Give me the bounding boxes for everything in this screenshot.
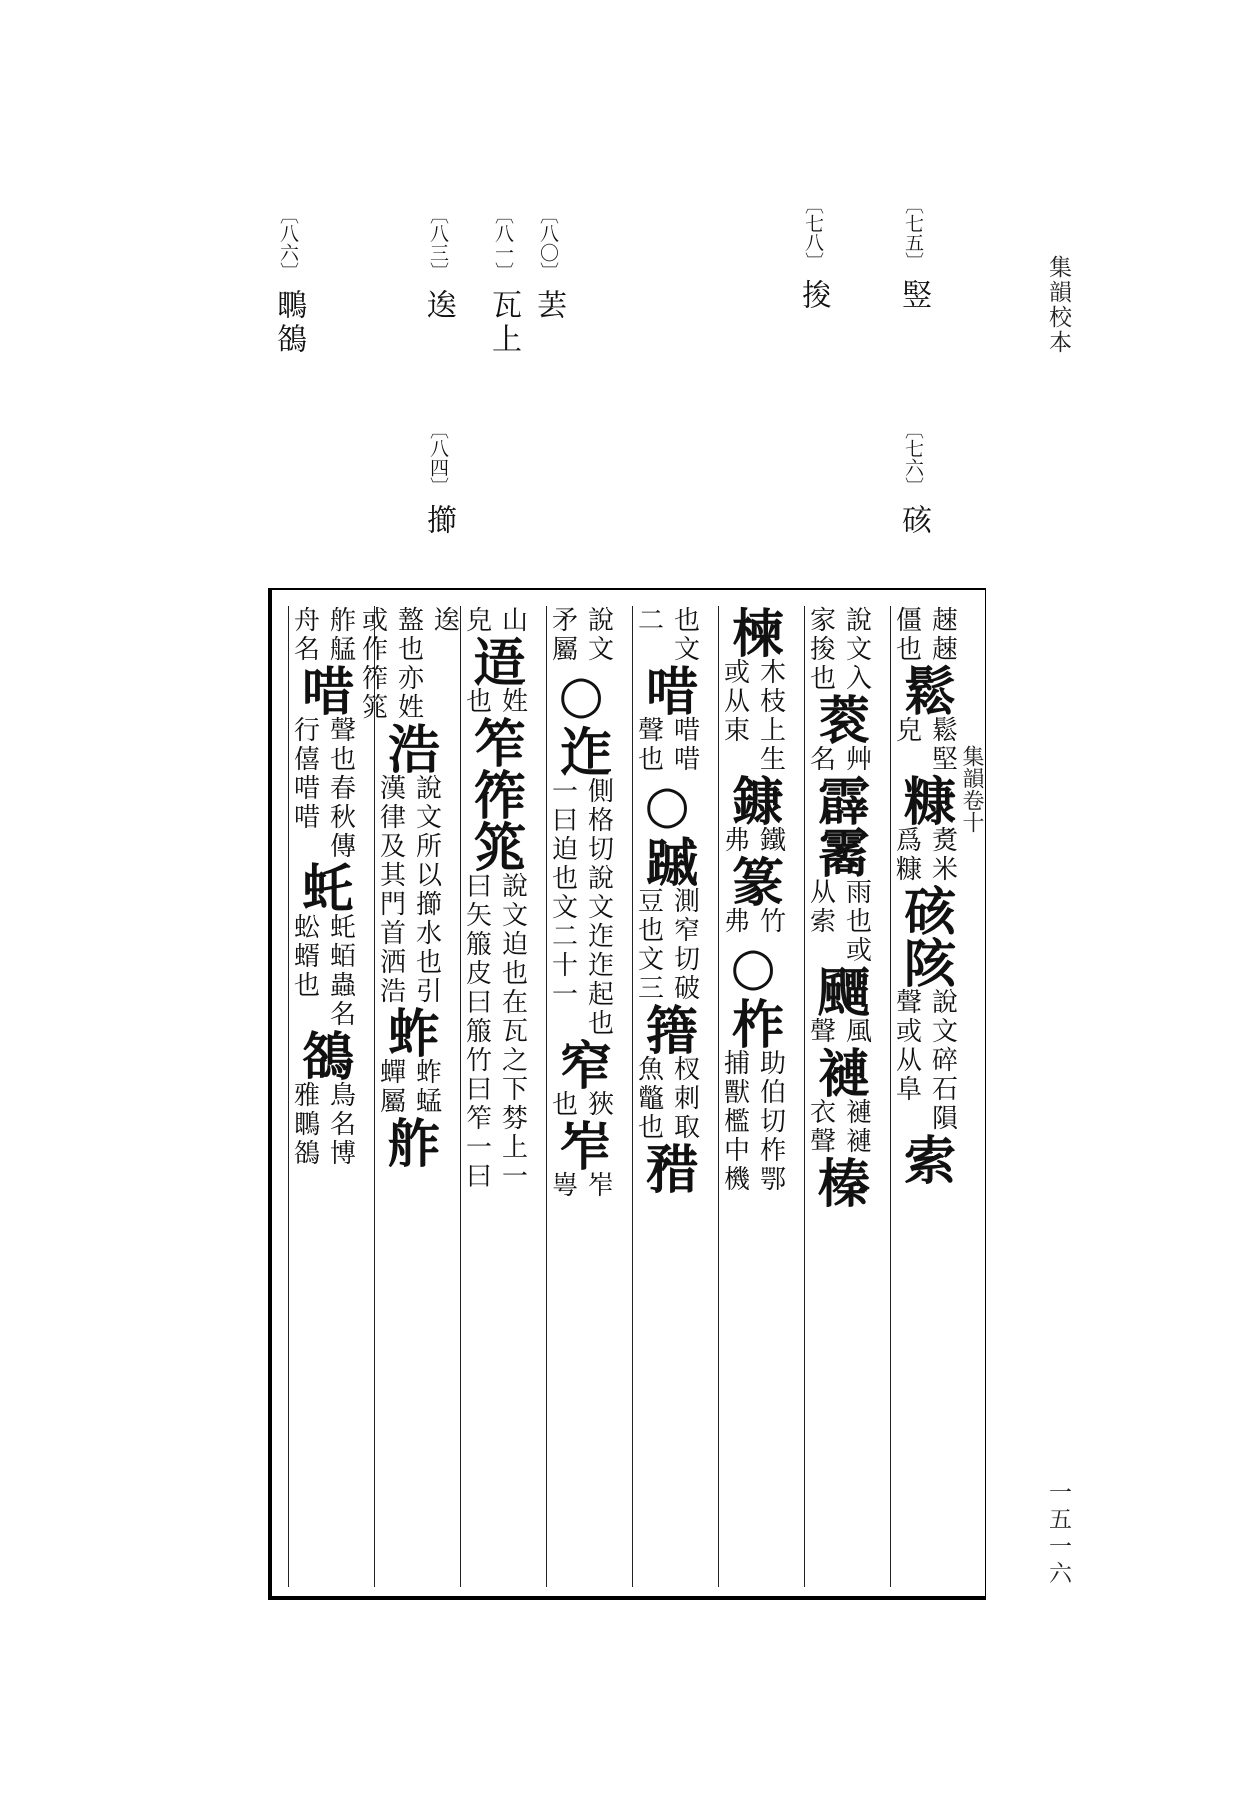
- gloss: [633, 716, 701, 774]
- headword: 舴: [378, 1116, 440, 1168]
- note-index: 〔七五〕: [902, 195, 924, 271]
- gloss: [547, 1171, 615, 1200]
- text-column: [632, 606, 700, 1587]
- gloss-line: 竹: [755, 907, 786, 936]
- gloss-line: 虴蛨蟲名: [325, 913, 356, 1029]
- gloss: [289, 913, 357, 1029]
- headword: 榛: [808, 1156, 870, 1208]
- dictionary-columns: [272, 592, 958, 1597]
- gloss-line: 鐵: [755, 826, 786, 855]
- collation-note: [481, 205, 525, 357]
- text-column: [718, 606, 786, 1587]
- text-column: [460, 606, 528, 1587]
- gloss: [805, 745, 873, 774]
- headword: ○柞: [722, 936, 784, 1049]
- gloss: [633, 606, 701, 664]
- note-index: 〔八四〕: [427, 420, 449, 496]
- gloss-line: 狹: [583, 1090, 614, 1119]
- headword: 鏮: [722, 774, 784, 826]
- note-index: 〔八六〕: [277, 205, 299, 281]
- gloss-line: 豆也文三: [633, 887, 664, 1003]
- note-index: 〔七六〕: [902, 420, 924, 496]
- running-title: 集韻校本: [1045, 255, 1071, 355]
- gloss-line: 褳褳: [841, 1098, 872, 1156]
- note-text: 䳭鵅: [271, 289, 306, 357]
- headword: ○迮: [550, 664, 612, 777]
- gloss: [289, 606, 357, 664]
- gloss: [461, 872, 529, 1191]
- gloss-line: 姓: [497, 687, 528, 716]
- headword: 鵅: [292, 1029, 354, 1081]
- gloss: [719, 907, 787, 936]
- headword: 褳: [808, 1046, 870, 1098]
- gloss-line: 聲: [805, 1017, 836, 1046]
- headword: 唶: [292, 664, 354, 716]
- note-text: 硋: [896, 504, 931, 538]
- gloss-line: 聲或从阜: [891, 988, 922, 1104]
- gloss-line: 㟧: [547, 1171, 578, 1200]
- gloss-line: 或从束: [719, 658, 750, 745]
- gloss-line: 助伯切柞鄂: [755, 1049, 786, 1194]
- note-text: 䒧: [531, 289, 566, 323]
- gloss-line: 鳥名博: [325, 1081, 356, 1168]
- gloss: [805, 1098, 873, 1156]
- gloss-line: 弗: [719, 907, 750, 936]
- gloss-line: 測窄切破: [669, 887, 700, 1003]
- gloss: [633, 887, 701, 1003]
- headword: 鬆: [894, 664, 956, 716]
- headword: 糠: [894, 774, 956, 826]
- headword: 篆: [722, 855, 784, 907]
- headword: 簎: [636, 1003, 698, 1055]
- gloss-line: 逘: [429, 606, 460, 635]
- note-index: 〔七八〕: [802, 195, 824, 271]
- gloss-line: 鬆堅: [927, 716, 958, 774]
- headword: ○䠞: [636, 774, 698, 887]
- gloss-line: 說文所以擳水也引: [411, 774, 442, 1006]
- gloss: [805, 1017, 873, 1046]
- gloss-line: 蟬屬: [375, 1058, 406, 1116]
- gloss-line: 舴艋: [325, 606, 356, 664]
- gloss-line: 木枝上生: [755, 658, 786, 774]
- gloss-line: 皃: [461, 606, 492, 635]
- gloss-line: 說文入: [841, 606, 872, 693]
- frame-edge: [985, 588, 986, 1600]
- gloss-line: 矛屬: [547, 606, 578, 664]
- headword: 蚱: [378, 1006, 440, 1058]
- collation-note: [416, 205, 460, 323]
- gloss: [805, 878, 873, 965]
- note-text: 擳: [421, 504, 456, 538]
- gloss-line: 雅䳭鵅: [289, 1081, 320, 1168]
- gloss-line: 二: [633, 606, 664, 635]
- collation-note: [266, 205, 310, 357]
- gloss: [357, 606, 461, 722]
- note-index: 〔八一〕: [492, 205, 514, 281]
- headword: 笮筰筄: [464, 716, 526, 872]
- gloss-line: 說文迫也在瓦之下棼上一: [497, 872, 528, 1191]
- gloss-line: 說文: [583, 606, 614, 664]
- headword: 矠: [636, 1142, 698, 1194]
- note-text: 竪: [896, 279, 931, 313]
- gloss: [289, 716, 357, 861]
- text-column: [804, 606, 872, 1587]
- gloss-line: 也: [547, 1090, 578, 1119]
- gloss-line: 也文: [669, 606, 700, 664]
- note-index: 〔八〇〕: [537, 205, 559, 281]
- gloss: [375, 1058, 443, 1116]
- headword: 索: [894, 1133, 956, 1185]
- headword: 岝: [550, 1119, 612, 1171]
- headword: 飅: [808, 965, 870, 1017]
- headword: 硋陔: [894, 884, 956, 988]
- headword: 唶: [636, 664, 698, 716]
- gloss-line: 爲糠: [891, 826, 922, 884]
- gloss-line: 魚鼈也: [633, 1055, 664, 1142]
- gloss: [633, 1055, 701, 1142]
- gloss-line: 蚣蝑也: [289, 913, 320, 1000]
- gloss-line: 家捘也: [805, 606, 836, 693]
- headword: 霹霱: [808, 774, 870, 878]
- gloss-line: 弗: [719, 826, 750, 855]
- gloss-line: 或作筰筄: [357, 606, 388, 722]
- gloss: [547, 606, 615, 664]
- gloss-line: 聲也春秋傳: [325, 716, 356, 861]
- collation-note: [416, 420, 460, 538]
- gloss: [719, 658, 787, 774]
- gloss: [891, 606, 959, 664]
- note-text: 逘: [421, 289, 456, 323]
- gloss-line: 雨也或: [841, 878, 872, 965]
- gloss-line: 側格切說文迮迮起也: [583, 777, 614, 1038]
- gloss-line: 唶唶: [669, 716, 700, 774]
- note-index: 〔八三〕: [427, 205, 449, 281]
- gloss-line: 舟名: [289, 606, 320, 664]
- text-column: [890, 606, 958, 1587]
- headword: 蓘: [808, 693, 870, 745]
- gloss-line: 一曰迫也文二十一: [547, 777, 578, 1009]
- collation-note: [526, 205, 570, 323]
- gloss-line: 艸: [841, 745, 872, 774]
- gloss: [891, 988, 959, 1133]
- gloss: [547, 777, 615, 1038]
- text-column: [288, 606, 356, 1587]
- note-text: 瓦上: [486, 289, 521, 357]
- gloss-line: 皃: [891, 716, 922, 745]
- gloss: [289, 1081, 357, 1168]
- gloss: [547, 1090, 615, 1119]
- gloss-line: 煑米: [927, 826, 958, 884]
- gloss-line: 蚱蜢: [411, 1058, 442, 1116]
- gloss-line: 盩也亦姓: [393, 606, 424, 722]
- gloss-line: 也: [461, 687, 492, 716]
- headword: 浩: [378, 722, 440, 774]
- gloss-line: 趚趚: [927, 606, 958, 664]
- gloss: [461, 606, 529, 635]
- gloss-line: 名: [805, 745, 836, 774]
- margin-strip: 集韻卷十: [959, 745, 984, 833]
- headword: 楝: [722, 606, 784, 658]
- page-number: 一五一六: [1045, 1480, 1071, 1588]
- gloss-line: 岝: [583, 1171, 614, 1200]
- gloss-line: 聲也: [633, 716, 664, 774]
- note-text: 捘: [796, 279, 831, 313]
- gloss: [891, 716, 959, 774]
- gloss-line: 漢律及其門首洒浩: [375, 774, 406, 1006]
- gloss-line: 从索: [805, 878, 836, 936]
- gloss: [719, 826, 787, 855]
- gloss: [805, 606, 873, 693]
- headword: 窄: [550, 1038, 612, 1090]
- gloss-line: 行僖唶唶: [289, 716, 320, 832]
- gloss-line: 說文碎石隕: [927, 988, 958, 1133]
- gloss-line: 杈刺取: [669, 1055, 700, 1142]
- gloss-line: 山: [497, 606, 528, 635]
- text-column: [546, 606, 614, 1587]
- gloss-line: 曰矢箙皮曰箙竹曰笮一曰: [461, 872, 492, 1191]
- headword: 虴: [292, 861, 354, 913]
- gloss-line: 風: [841, 1017, 872, 1046]
- gloss: [891, 826, 959, 884]
- gloss: [375, 774, 443, 1006]
- headword: 逜: [464, 635, 526, 687]
- gloss-line: 僵也: [891, 606, 922, 664]
- collation-note: [791, 195, 835, 313]
- collation-note: [891, 420, 935, 538]
- gloss-line: 衣聲: [805, 1098, 836, 1156]
- gloss: [719, 1049, 787, 1194]
- gloss: [461, 687, 529, 716]
- gloss-line: 捕獸檻中機: [719, 1049, 750, 1194]
- text-column: [357, 606, 460, 1587]
- collation-note: [891, 195, 935, 313]
